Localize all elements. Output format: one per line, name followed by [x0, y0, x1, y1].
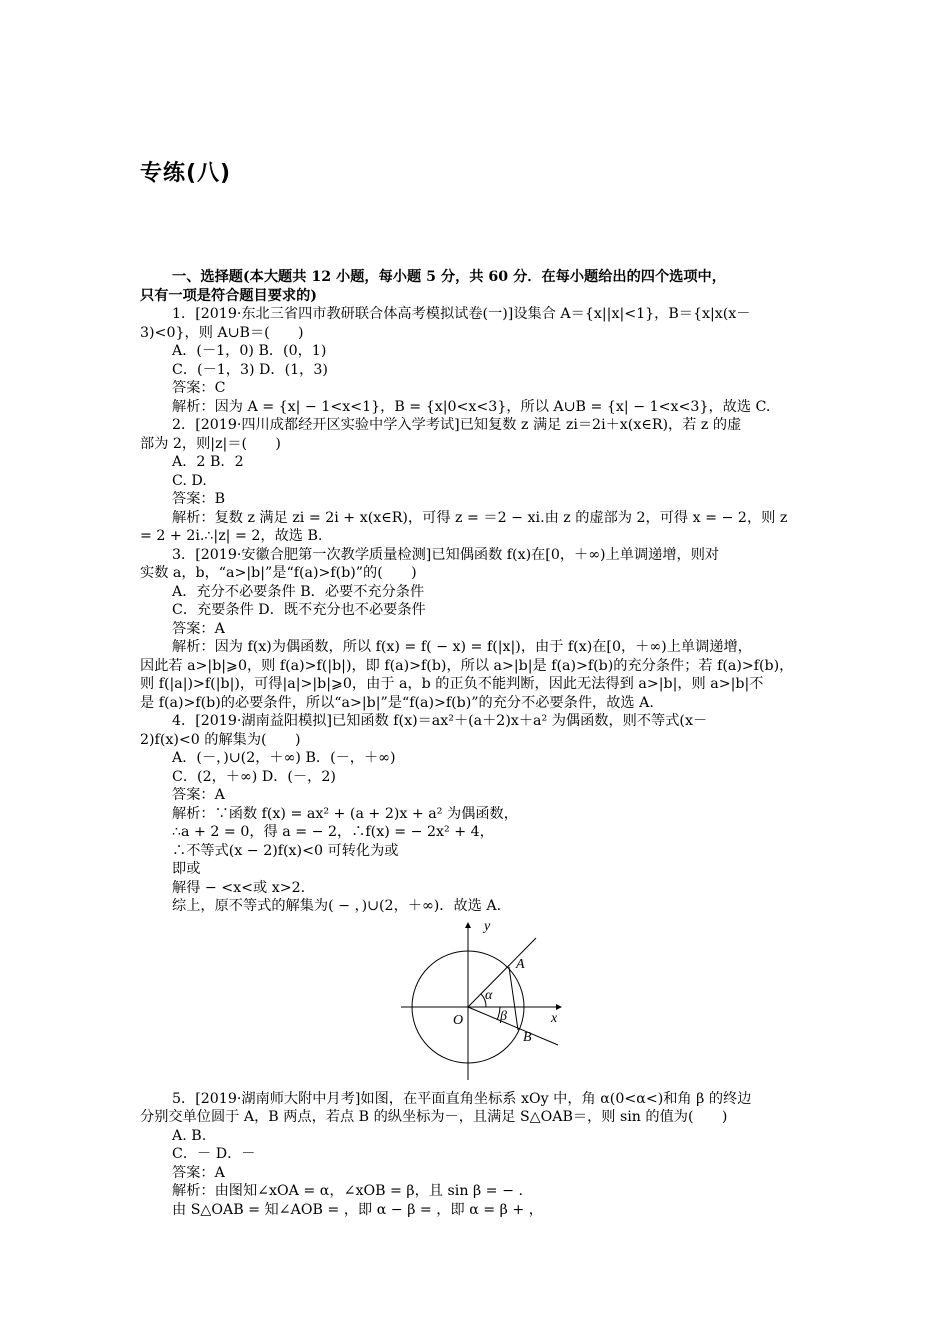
question-3-stem: 3．[2019·安徽合肥第一次教学质量检测]已知偶函数 f(x)在[0，＋∞)上单调递增，则对 — [172, 546, 720, 563]
question-3-solution-cont-2: 则 f(|a|)>f(|b|)，可得|a|>|b|⩾0，由于 a，b 的正负不能判断，因此无法得到 a>|b|，则 a>|b|不 — [140, 676, 764, 692]
question-3-options-ab: A．充分不必要条件 B．必要不充分条件 — [172, 583, 425, 600]
point-b-label: B — [523, 1029, 532, 1045]
question-4-stem-cont: 2)f(x)<0 的解集为( ) — [140, 731, 301, 748]
question-4-solution-step-2: ∴a + 2 = 0，得 a = − 2，∴f(x) = − 2x² + 4， — [172, 824, 494, 840]
alpha-label: α — [485, 987, 493, 1003]
question-2-options-cd: C. D. — [172, 472, 207, 489]
question-3-answer: 答案：A — [172, 620, 225, 637]
chord-ab — [509, 967, 518, 1030]
y-axis-label: y — [484, 919, 491, 934]
x-axis-arrow — [556, 1004, 562, 1010]
question-1-options-cd: C．(－1，3) D．(1，3) — [172, 361, 328, 378]
question-2-stem: 2．[2019·四川成都经开区实验中学入学考试]已知复数 z 满足 zi＝2i＋x(x∈R)，若 z 的虚 — [172, 417, 742, 433]
question-3-stem-cont: 实数 a，b，“a>|b|”是“f(a)>f(b)”的( ) — [140, 565, 417, 581]
question-5-stem: 5．[2019·湖南师大附中月考]如图，在平面直角坐标系 xOy 中，角 α(0<α<)和角 β 的终边 — [172, 1090, 752, 1107]
question-5-solution-cont: 由 S△OAB = 知∠AOB = ，即 α − β = ，即 α = β + ， — [172, 1201, 543, 1218]
point-a-label: A — [516, 956, 525, 972]
unit-circle-figure — [140, 920, 812, 1090]
beta-label: β — [500, 1008, 507, 1024]
section-heading: 一、选择题(本大题共 12 小题，每小题 5 分，共 60 分．在每小题给出的四个选项中， — [172, 269, 726, 285]
question-3-options-cd: C．充要条件 D．既不充分也不必要条件 — [172, 602, 426, 618]
question-5-options-ab: A. B. — [172, 1127, 207, 1144]
question-2-solution-cont: = 2 + 2i.∴|z| = 2，故选 B. — [140, 528, 323, 544]
question-2-options-ab: A．2 B．2 — [172, 454, 244, 470]
question-5-stem-cont: 分别交单位圆于 A，B 两点，若点 B 的纵坐标为－，且满足 S△OAB＝，则 sin 的值为( ) — [140, 1109, 728, 1125]
question-4-solution: 解析：∵函数 f(x) = ax² + (a + 2)x + a² 为偶函数， — [172, 805, 518, 822]
origin-label: O — [453, 1012, 464, 1028]
question-2-answer: 答案：B — [172, 491, 225, 507]
ray-oa — [468, 938, 536, 1007]
question-1-stem-cont: 3)<0}，则 A∪B＝( ) — [140, 324, 304, 341]
question-4-solution-step-5: 解得 − <x<或 x>2. — [172, 879, 306, 896]
question-1-stem: 1．[2019·东北三省四市教研联合体高考模拟试卷(一)]设集合 A＝{x||x|<1}，B＝{x|x(x－ — [172, 306, 751, 322]
question-5-answer: 答案：A — [172, 1164, 225, 1181]
section-heading-cont: 只有一项是符合题目要求的) — [140, 287, 317, 304]
unit-circle-diagram — [396, 920, 566, 1090]
question-5-options-cd: C．－ D．－ — [172, 1146, 256, 1162]
question-1-options-ab: A．(－1，0) B．(0，1) — [172, 343, 327, 359]
question-3-solution-cont-1: 因此若 a>|b|⩾0，则 f(a)>f(|b|)，即 f(a)>f(b)，所以 a>|b|是 f(a)>f(b)的充分条件；若 f(a)>f(b)， — [140, 657, 794, 674]
question-4-options-ab: A．(－，)∪(2，＋∞) B．(－，＋∞) — [172, 750, 396, 766]
question-1-solution: 解析：因为 A = {x| − 1<x<1}，B = {x|0<x<3}，所以 A∪B = {x| − 1<x<3}，故选 C. — [172, 398, 771, 415]
question-4-solution-step-3: ∴不等式(x − 2)f(x)<0 可转化为或 — [172, 842, 399, 859]
question-2-stem-cont: 部为 2，则|z|＝( ) — [140, 435, 281, 452]
question-4-options-cd: C．(2，＋∞) D．(－，2) — [172, 768, 336, 785]
question-1-answer: 答案：C — [172, 380, 226, 396]
question-3-solution-cont-3: 是 f(a)>f(b)的必要条件，所以“a>|b|”是“f(a)>f(b)”的充分不必要条件，故选 A. — [140, 694, 654, 711]
question-3-solution: 解析：因为 f(x)为偶函数，所以 f(x) = f( − x) = f(|x|)，由于 f(x)在[0，＋∞)上单调递增， — [172, 639, 752, 655]
question-4-stem: 4．[2019·湖南益阳模拟]已知函数 f(x)＝ax²＋(a＋2)x＋a² 为偶函数，则不等式(x－ — [172, 713, 708, 729]
question-5-solution: 解析：由图知∠xOA = α，∠xOB = β，且 sin β = − . — [172, 1183, 523, 1199]
y-axis-arrow — [465, 922, 471, 928]
exercise-content — [140, 268, 812, 1219]
question-2-solution: 解析：复数 z 满足 zi = 2i + x(x∈R)，可得 z = ＝2 − xi.由 z 的虚部为 2，可得 x = − 2，则 z — [172, 509, 788, 526]
question-4-solution-step-4: 即或 — [172, 861, 201, 877]
x-axis-label: x — [551, 1010, 558, 1026]
question-4-answer: 答案：A — [172, 787, 225, 803]
page-title: 专练(八) — [140, 161, 232, 186]
question-4-solution-conclusion: 综上，原不等式的解集为( − ，)∪(2，＋∞)．故选 A. — [172, 898, 502, 914]
ray-ob — [468, 1007, 558, 1045]
